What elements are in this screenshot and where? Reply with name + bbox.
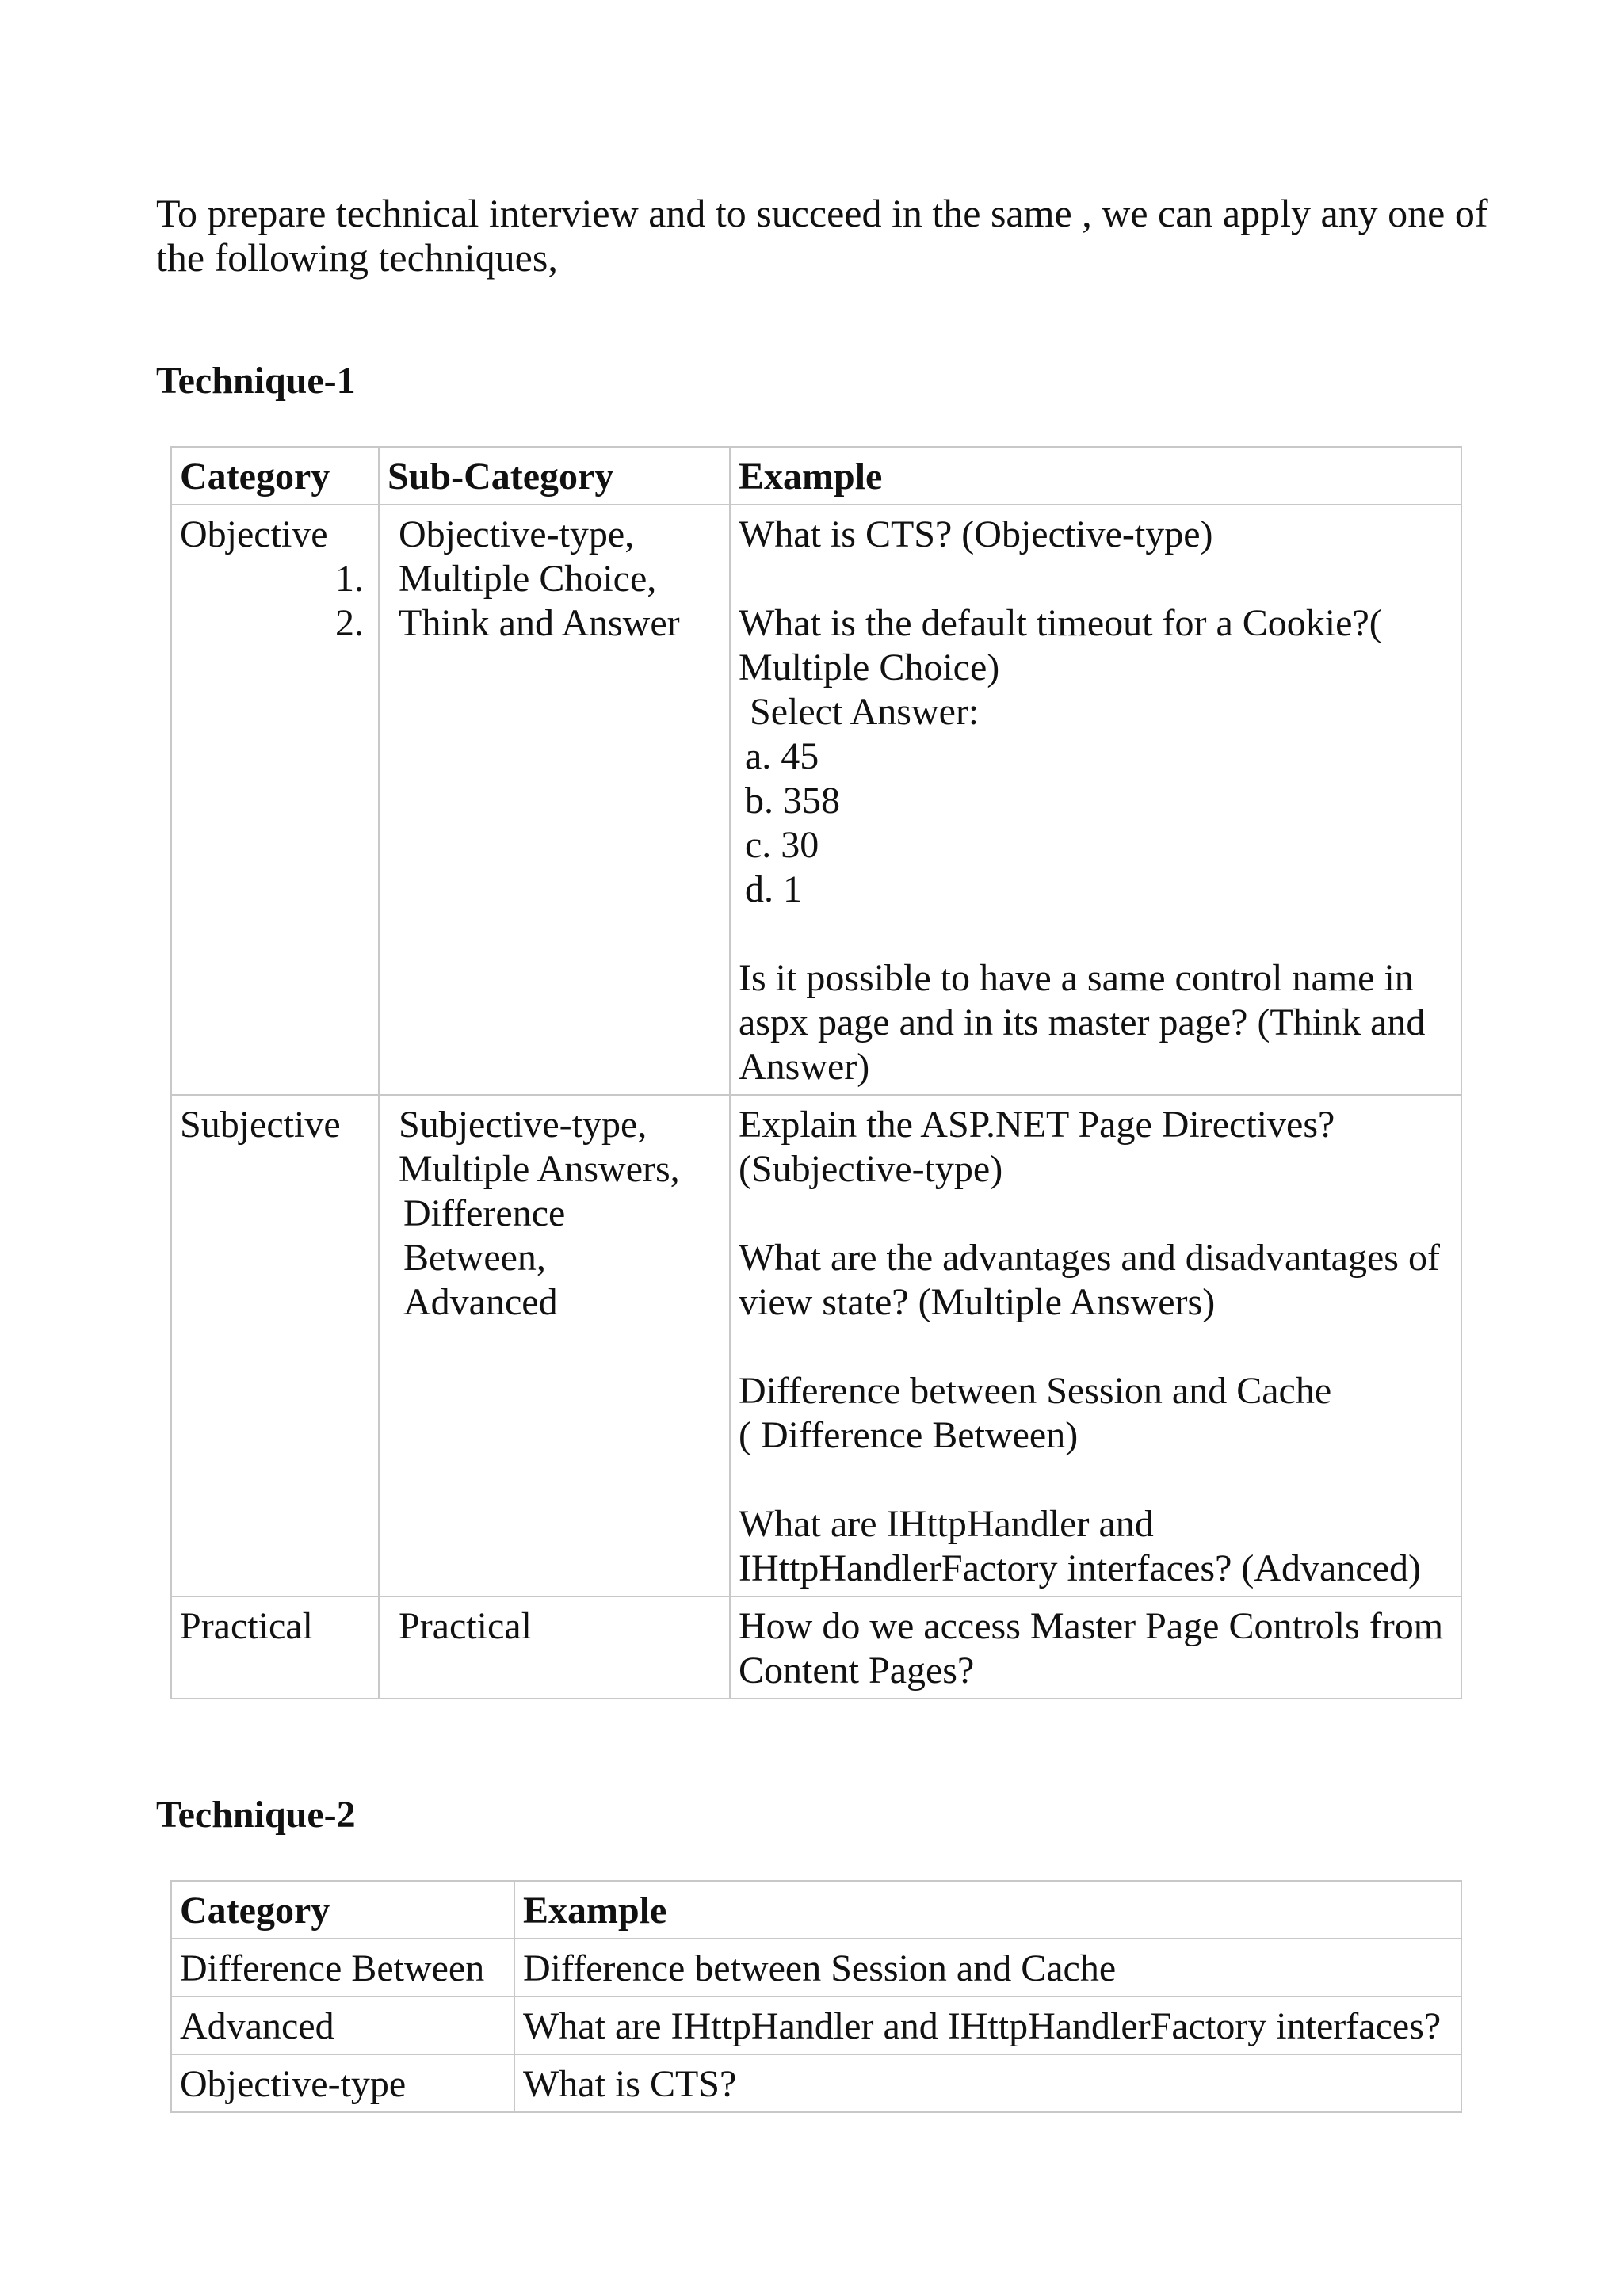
example-question: Difference between Session and Cache — [739, 1370, 1332, 1412]
sub-category-cell — [379, 1095, 730, 1596]
table-header-row — [171, 447, 1461, 505]
category-cell: Objective-type — [171, 2054, 514, 2112]
sub-category-item: Subjective-type, — [399, 1104, 647, 1146]
category-label: Subjective — [180, 1104, 341, 1146]
example-question: How do we access Master Page Controls from — [739, 1605, 1444, 1647]
header-category: Category — [171, 447, 379, 505]
category-cell: Advanced — [171, 1997, 514, 2054]
sub-category-item: Difference — [403, 1192, 566, 1234]
technique-1-heading: Technique-1 — [156, 360, 356, 402]
answer-option: d. 1 — [745, 868, 802, 910]
example-question: What is CTS? (Objective-type) — [739, 513, 1213, 555]
example-question: What are IHttpHandler and — [739, 1503, 1154, 1545]
sub-category-item: Multiple Choice, — [399, 558, 657, 600]
example-question: Explain the ASP.NET Page Directives? — [739, 1104, 1335, 1146]
table-row — [171, 1095, 1461, 1596]
header-category: Category — [171, 1881, 514, 1939]
example-question: aspx page and in its master page? (Think and — [739, 1001, 1426, 1043]
select-answer-label: Select Answer: — [750, 691, 980, 733]
list-number: 2. — [335, 602, 364, 644]
intro-line: To prepare technical interview and to succeed in the same , we can apply any one of — [156, 191, 1488, 235]
example-cell: What are IHttpHandler and IHttpHandlerFactory interfaces? — [514, 1997, 1461, 2054]
sub-category-item: Practical — [399, 1605, 532, 1647]
category-cell — [171, 1095, 379, 1596]
sub-category-item: Multiple Answers, — [399, 1148, 680, 1190]
example-question: What is the default timeout for a Cookie?( — [739, 602, 1382, 644]
table-header-row — [171, 1881, 1461, 1939]
category-cell — [171, 1596, 379, 1699]
example-question: Content Pages? — [739, 1650, 975, 1691]
intro-paragraph — [156, 191, 1488, 280]
table-row — [171, 1596, 1461, 1699]
sub-category-item: Advanced — [403, 1281, 558, 1323]
answer-option: b. 358 — [745, 780, 840, 822]
example-cell: What is CTS? — [514, 2054, 1461, 2112]
example-question: Answer) — [739, 1046, 870, 1088]
category-cell: Difference Between — [171, 1939, 514, 1997]
table-row — [171, 2054, 1461, 2112]
category-cell — [171, 505, 379, 1095]
sub-category-item: Objective-type, — [399, 513, 635, 555]
table-row — [171, 505, 1461, 1095]
example-cell — [730, 505, 1461, 1095]
header-example: Example — [514, 1881, 1461, 1939]
example-question: Multiple Choice) — [739, 646, 1000, 688]
example-question: What are the advantages and disadvantages of — [739, 1237, 1440, 1279]
example-question: IHttpHandlerFactory interfaces? (Advanced) — [739, 1547, 1421, 1589]
answer-option: a. 45 — [745, 735, 819, 777]
category-label: Practical — [180, 1605, 313, 1647]
answer-option: c. 30 — [745, 824, 819, 866]
technique-2-table — [170, 1880, 1462, 2113]
technique-1-table — [170, 446, 1462, 1699]
intro-line: the following techniques, — [156, 235, 558, 280]
table-row — [171, 1939, 1461, 1997]
sub-category-item: Think and Answer — [399, 602, 680, 644]
header-example: Example — [730, 447, 1461, 505]
technique-2-heading: Technique-2 — [156, 1794, 356, 1836]
example-question: (Subjective-type) — [739, 1148, 1003, 1190]
example-cell — [730, 1596, 1461, 1699]
sub-category-item: Between, — [403, 1237, 546, 1279]
example-question: ( Difference Between) — [739, 1414, 1079, 1456]
category-label: Objective — [180, 513, 328, 555]
list-number: 1. — [335, 558, 364, 600]
sub-category-cell — [379, 505, 730, 1095]
header-sub-category: Sub-Category — [379, 447, 730, 505]
table-row — [171, 1997, 1461, 2054]
example-cell: Difference between Session and Cache — [514, 1939, 1461, 1997]
sub-category-cell — [379, 1596, 730, 1699]
example-question: Is it possible to have a same control name in — [739, 957, 1414, 999]
example-question: view state? (Multiple Answers) — [739, 1281, 1216, 1323]
example-cell — [730, 1095, 1461, 1596]
